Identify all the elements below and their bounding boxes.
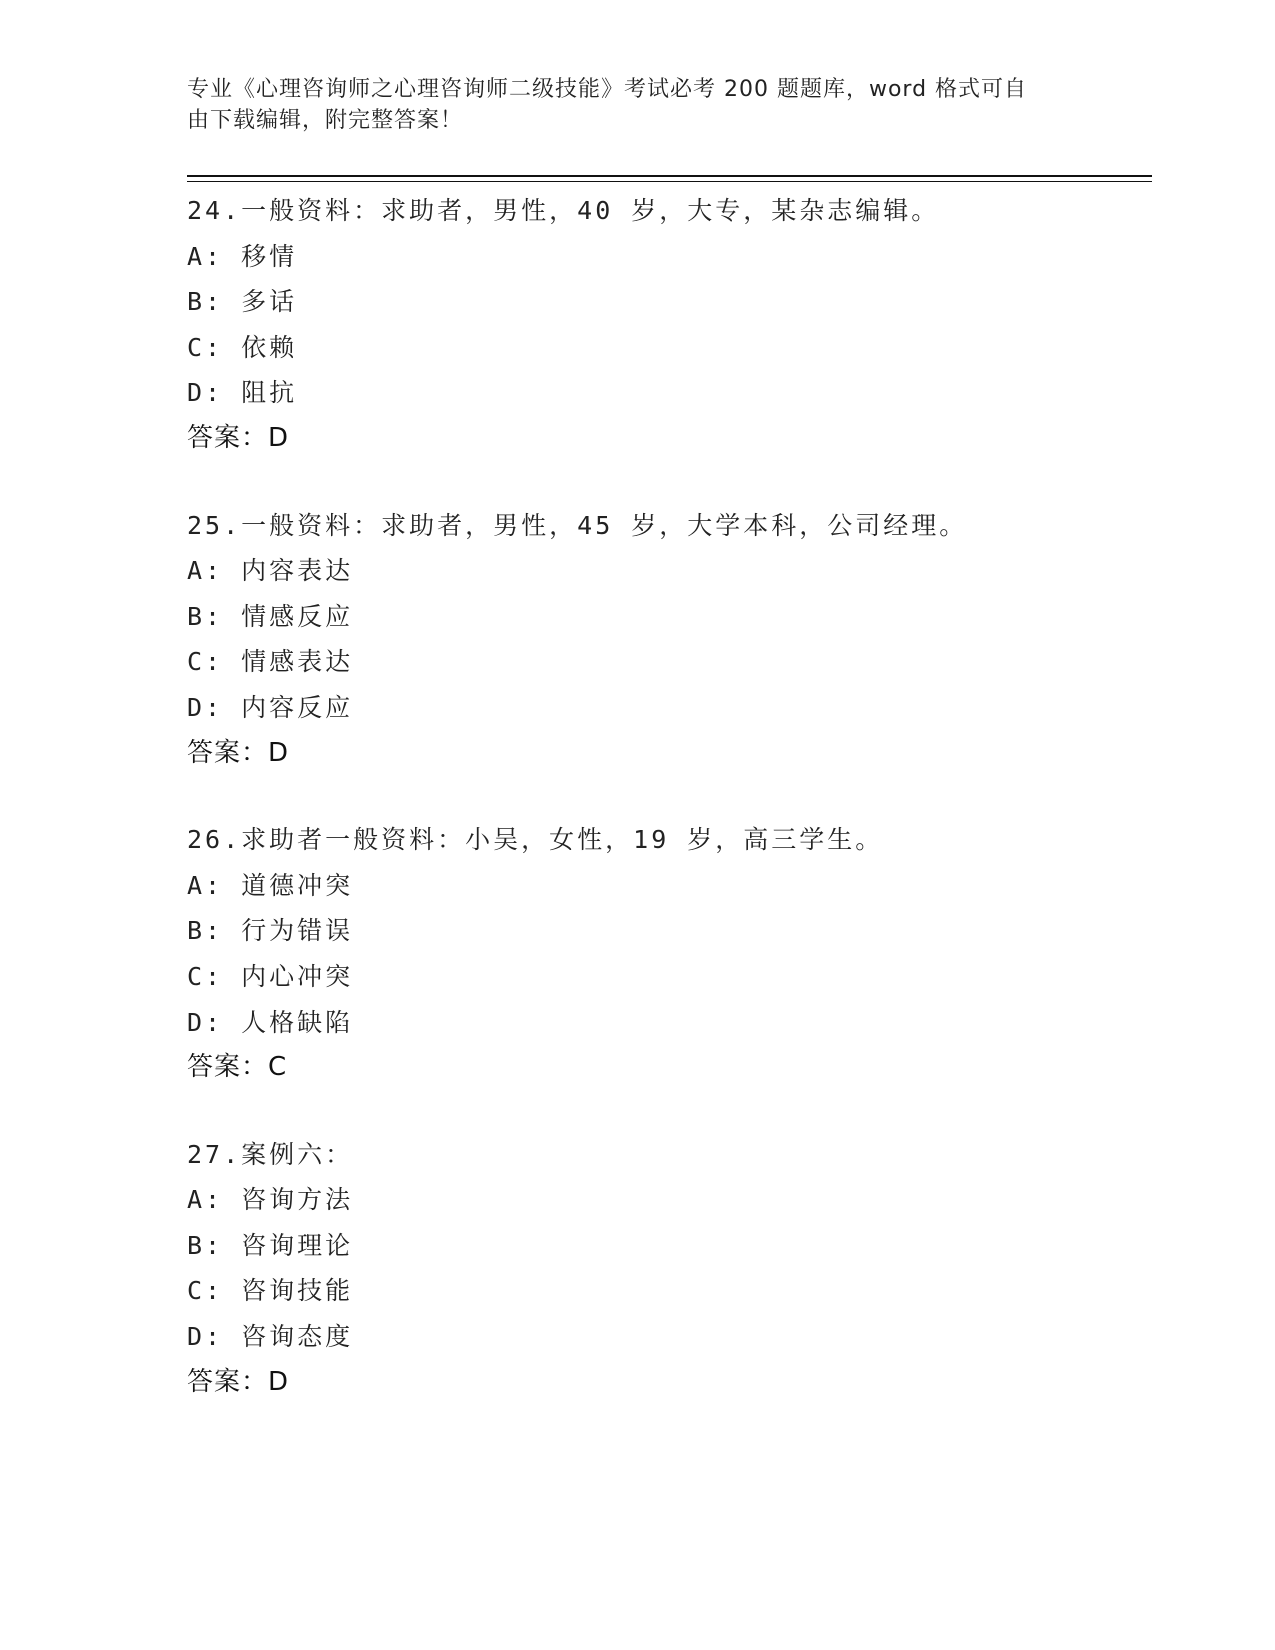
option-a: A: 内容表达 <box>187 556 354 586</box>
document-header <box>187 74 1067 136</box>
question-24 <box>187 188 1152 462</box>
answer-label: 答案：D <box>187 1366 290 1397</box>
question-27 <box>187 1132 1152 1406</box>
question-25 <box>187 503 1152 777</box>
option-b: B: 情感反应 <box>187 601 354 631</box>
option-d: D: 咨询态度 <box>187 1322 354 1352</box>
answer-label: 答案：C <box>187 1052 288 1083</box>
option-a: A: 道德冲突 <box>187 870 354 900</box>
answer-label: 答案：D <box>187 422 290 453</box>
question-list <box>187 188 1152 1446</box>
option-c: C: 内心冲突 <box>187 961 354 991</box>
header-divider-thin <box>187 181 1152 182</box>
option-c: C: 情感表达 <box>187 647 354 677</box>
option-c: C: 咨询技能 <box>187 1276 354 1306</box>
question-stem: 27.案例六： <box>187 1139 354 1169</box>
question-26 <box>187 817 1152 1091</box>
option-b: B: 行为错误 <box>187 916 354 946</box>
header-line-2: 由下载编辑，附完整答案！ <box>187 108 464 133</box>
question-stem: 26.求助者一般资料：小吴，女性，19 岁，高三学生。 <box>187 825 884 855</box>
option-d: D: 内容反应 <box>187 692 354 722</box>
option-a: A: 移情 <box>187 241 298 271</box>
answer-label: 答案：D <box>187 737 290 768</box>
option-c: C: 依赖 <box>187 332 298 362</box>
option-b: B: 咨询理论 <box>187 1230 354 1260</box>
header-line-1: 专业《心理咨询师之心理咨询师二级技能》考试必考 200 题题库，word 格式可自 <box>187 77 1028 102</box>
option-b: B: 多话 <box>187 287 298 317</box>
question-stem: 24.一般资料：求助者，男性，40 岁，大专，某杂志编辑。 <box>187 196 940 225</box>
option-d: D: 阻抗 <box>187 378 298 408</box>
option-d: D: 人格缺陷 <box>187 1007 354 1037</box>
header-divider-thick <box>187 175 1152 177</box>
option-a: A: 咨询方法 <box>187 1185 354 1215</box>
question-stem: 25.一般资料：求助者，男性，45 岁，大学本科，公司经理。 <box>187 510 968 540</box>
